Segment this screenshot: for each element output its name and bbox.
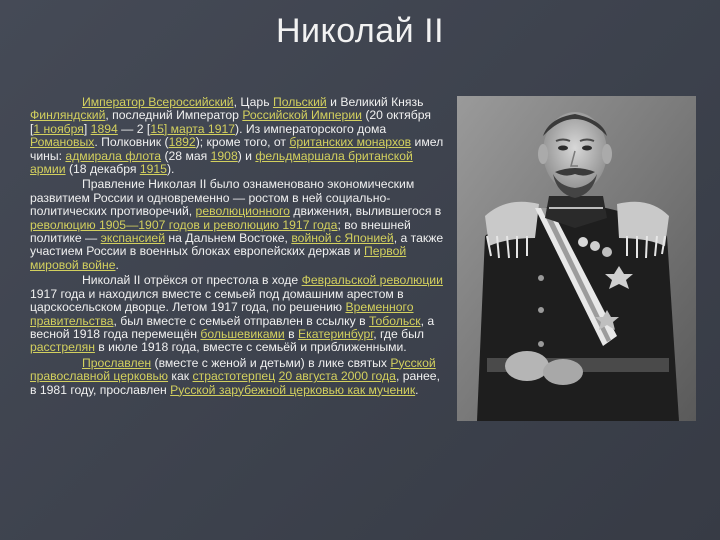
text-segment: движения, вылившегося в	[289, 204, 442, 219]
text-segment: , где был	[373, 326, 424, 341]
wiki-link[interactable]: 1908	[210, 148, 238, 163]
text-segment: , был вместе с семьей отправлен в ссылку в	[113, 313, 369, 328]
text-segment: ) и	[237, 148, 256, 163]
text-segment: (вместе с женой и детьми) в лике святых	[151, 355, 391, 370]
text-segment: ; во внешней политике —	[30, 217, 411, 246]
text-segment: . Полковник (	[94, 135, 169, 150]
paragraph-titles	[30, 96, 444, 176]
portrait-photo	[457, 96, 696, 421]
paragraph-canonization	[30, 357, 444, 397]
text-segment: , а весной 1918 года перемещён	[30, 313, 435, 341]
text-segment: ]	[83, 121, 91, 136]
paragraph-reign	[30, 178, 444, 272]
wiki-link[interactable]: Екатеринбург	[298, 326, 374, 341]
wiki-link[interactable]: Польский	[272, 95, 327, 109]
text-segment: 1917 года и находился вместе с семьей под домашним арестом в царскосельском дворце. Летом 1917 года, по решению	[30, 286, 404, 315]
text-segment: и Великий Князь	[326, 95, 424, 109]
wiki-link[interactable]: революцию 1905—1907 годов и революцию 1917 года	[30, 217, 338, 232]
wiki-link[interactable]: страстотерпец	[192, 369, 276, 384]
wiki-link[interactable]: Романовых	[30, 135, 95, 150]
wiki-link[interactable]: Русской православной церковью	[30, 355, 436, 384]
wiki-link[interactable]: революционного	[195, 204, 290, 219]
text-segment: Правление Николая II было ознаменовано экономическим развитием России и одновременно — ростом в ней социально-политических противоречий,	[30, 177, 415, 219]
wiki-link[interactable]: Император Всероссийский	[82, 95, 234, 109]
text-segment: , а также участием России в военных блоках европейских держав и	[30, 231, 444, 259]
wiki-link[interactable]: экспансией	[100, 231, 166, 246]
wiki-link[interactable]: фельдмаршала британской армии	[30, 148, 413, 177]
paragraph-abdication	[30, 274, 444, 354]
wiki-link[interactable]: Первой мировой войне	[30, 244, 407, 272]
text-segment: (20 октября [	[30, 108, 431, 136]
wiki-link[interactable]: расстрелян	[30, 340, 95, 355]
wiki-link[interactable]: 15] марта 1917	[150, 121, 236, 136]
wiki-link[interactable]: большевиками	[200, 326, 285, 341]
text-segment: в	[284, 326, 298, 341]
wiki-link[interactable]: Тобольск	[368, 313, 421, 328]
text-segment: .	[415, 382, 419, 397]
text-segment: имел чины:	[30, 135, 444, 163]
wiki-link[interactable]: Русской зарубежной церковью как мученик	[170, 382, 416, 397]
text-segment: (28 мая	[161, 148, 211, 163]
text-segment: (18 декабря	[65, 162, 140, 177]
wiki-link[interactable]: Временного правительства	[30, 300, 414, 328]
biography-text	[30, 96, 444, 399]
wiki-link[interactable]: Финляндский	[30, 108, 106, 123]
slide-title: Николай II	[275, 12, 445, 50]
wiki-link[interactable]: Российской Империи	[242, 108, 362, 123]
wiki-link[interactable]: Прославлен	[82, 355, 152, 370]
text-segment: на Дальнем Востоке,	[165, 231, 292, 246]
wiki-link[interactable]: 1894	[90, 121, 118, 136]
text-segment: Николай II отрёкся от престола в ходе	[82, 273, 302, 288]
text-segment: как	[168, 369, 193, 384]
wiki-link[interactable]: 1915	[139, 162, 167, 177]
text-segment: , ранее, в 1981 году, прославлен	[30, 369, 440, 397]
wiki-link[interactable]: адмирала флота	[65, 148, 162, 163]
text-segment: ); кроме того, от	[195, 135, 290, 150]
text-segment: , Царь	[233, 95, 273, 109]
text-segment: ).	[166, 162, 175, 177]
wiki-link[interactable]: 20 августа 2000 года	[278, 369, 396, 384]
wiki-link[interactable]: британских монархов	[289, 135, 412, 150]
text-segment: .	[115, 257, 119, 272]
wiki-link[interactable]: 1 ноября	[33, 121, 84, 136]
wiki-link[interactable]: Февральской революции	[301, 273, 443, 288]
text-segment: в июле 1918 года, вместе с семьёй и приближенными.	[94, 340, 407, 355]
text-segment: — 2 [	[117, 121, 151, 136]
text-segment: ). Из императорского дома	[235, 121, 387, 136]
wiki-link[interactable]: войной с Японией	[291, 231, 394, 246]
wiki-link[interactable]: 1892	[168, 135, 196, 150]
text-segment: , последний Император	[105, 108, 243, 123]
